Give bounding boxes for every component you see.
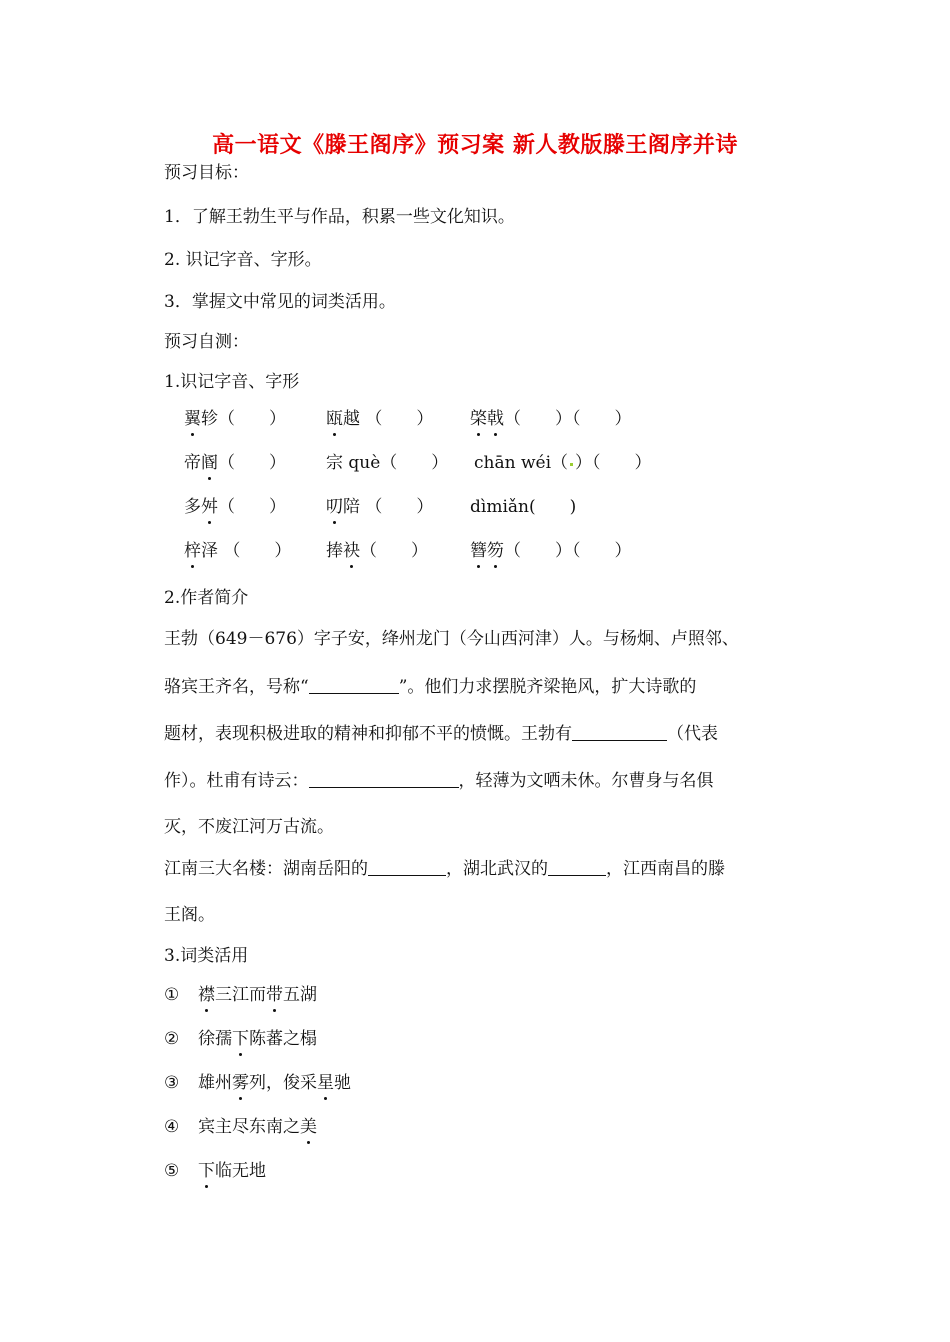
pinyin-item: chān wéi（ ）（ ） bbox=[474, 453, 652, 473]
pinyin-item: 多舛（ ） bbox=[184, 497, 286, 517]
section1-heading: 1.识记字音、字形 bbox=[164, 372, 300, 392]
bio-line: 王阁。 bbox=[164, 905, 215, 925]
usage-item: ⑤ 下临无地 bbox=[164, 1161, 266, 1181]
section3-heading: 3.词类活用 bbox=[164, 946, 249, 966]
mark-dot bbox=[570, 463, 573, 466]
pinyin-item: dìmiǎn( ) bbox=[470, 497, 577, 517]
bio-line: 王勃（649－676）字子安，绛州龙门（今山西河津）人。与杨炯、卢照邻、 bbox=[164, 629, 739, 649]
answer-blank bbox=[572, 722, 667, 741]
goals-heading: 预习目标： bbox=[164, 163, 249, 183]
answer-blank bbox=[368, 857, 446, 876]
goal-item: 1．了解王勃生平与作品，积累一些文化知识。 bbox=[164, 207, 515, 227]
pinyin-item: 宗 què（ ） bbox=[326, 453, 449, 473]
answer-blank bbox=[309, 769, 459, 788]
usage-item: ① 襟三江而带五湖 bbox=[164, 985, 317, 1005]
answer-blank bbox=[309, 675, 399, 694]
pinyin-item: 棨戟（ ）（ ） bbox=[470, 409, 632, 429]
pinyin-item: 翼轸（ ） bbox=[184, 409, 286, 429]
bio-line: 作）。杜甫有诗云： ，轻薄为文哂未休。尔曹身与名俱 bbox=[164, 771, 714, 791]
pinyin-item: 叨陪 （ ） bbox=[326, 497, 434, 517]
usage-item: ④ 宾主尽东南之美 bbox=[164, 1117, 317, 1137]
usage-item: ③ 雄州雾列，俊采星驰 bbox=[164, 1073, 351, 1093]
section2-heading: 2.作者简介 bbox=[164, 588, 249, 608]
goal-item: 2. 识记字音、字形。 bbox=[164, 250, 322, 270]
pinyin-item: 捧袂（ ） bbox=[326, 541, 428, 561]
pinyin-item: 瓯越 （ ） bbox=[326, 409, 434, 429]
pinyin-item: 梓泽 （ ） bbox=[184, 541, 292, 561]
goal-item: 3．掌握文中常见的词类活用。 bbox=[164, 292, 396, 312]
bio-line: 灭，不废江河万古流。 bbox=[164, 817, 334, 837]
bio-line: 江南三大名楼：湖南岳阳的 ，湖北武汉的 ，江西南昌的滕 bbox=[164, 859, 725, 879]
bio-line: 题材，表现积极进取的精神和抑郁不平的愤慨。王勃有 （代表 bbox=[164, 724, 718, 744]
self-test-heading: 预习自测： bbox=[164, 332, 249, 352]
answer-blank bbox=[548, 857, 606, 876]
usage-item: ② 徐孺下陈蕃之榻 bbox=[164, 1029, 317, 1049]
pinyin-item: 帝阍（ ） bbox=[184, 453, 286, 473]
bio-line: 骆宾王齐名，号称“ ”。他们力求摆脱齐梁艳风，扩大诗歌的 bbox=[164, 677, 697, 697]
document-title: 高一语文《滕王阁序》预习案 新人教版滕王阁序并诗 bbox=[212, 133, 738, 158]
pinyin-item: 簪笏（ ）（ ） bbox=[470, 541, 632, 561]
